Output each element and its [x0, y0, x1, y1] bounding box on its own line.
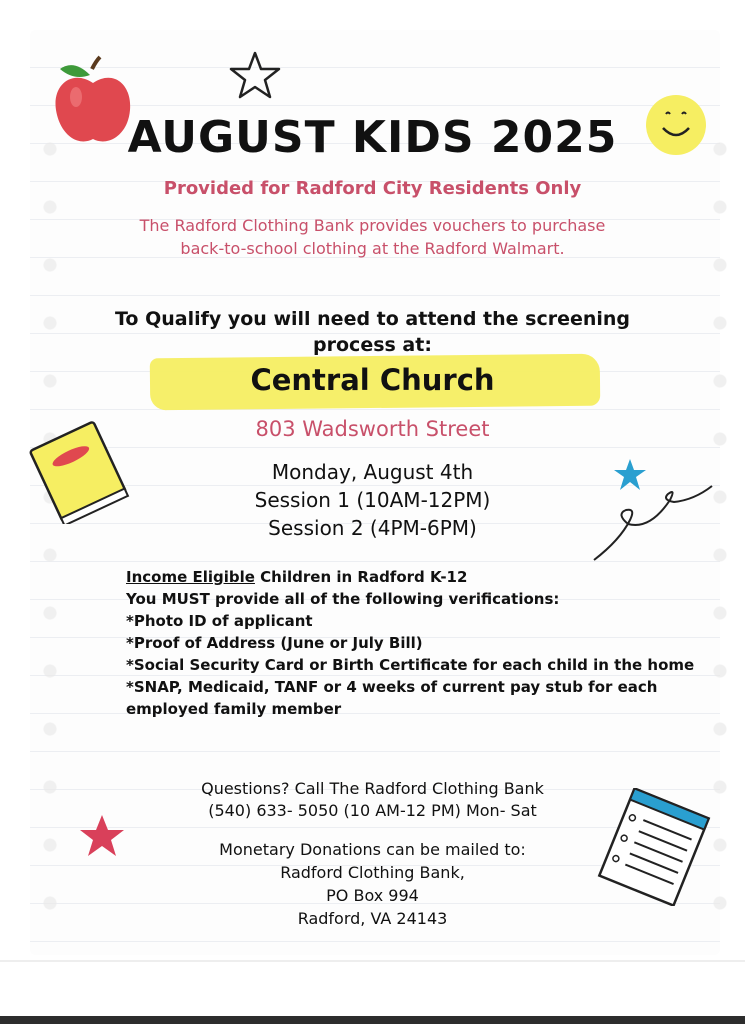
- flyer-title: AUGUST KIDS 2025: [127, 112, 618, 163]
- star-outline-icon: [228, 50, 282, 100]
- eligibility-text: Children in Radford K-12: [254, 568, 468, 586]
- scan-edge: [0, 1016, 745, 1024]
- residents-notice: Provided for Radford City Residents Only: [163, 178, 582, 199]
- description-line: The Radford Clothing Bank provides vouchers to purchase: [139, 216, 606, 235]
- requirements-intro: You MUST provide all of the following verifications:: [126, 590, 560, 608]
- requirements: [126, 566, 696, 720]
- donation-heading: Monetary Donations can be mailed to:: [219, 840, 526, 859]
- requirement-item: *Photo ID of applicant: [126, 612, 313, 630]
- description-line: back-to-school clothing at the Radford Walmart.: [180, 239, 565, 258]
- donation-address-line: PO Box 994: [326, 886, 419, 905]
- schedule: [0, 458, 745, 542]
- requirement-item: *Proof of Address (June or July Bill): [126, 634, 423, 652]
- eligibility-label: Income Eligible: [126, 568, 255, 586]
- donation-address-line: Radford, VA 24143: [297, 909, 448, 928]
- requirement-item: *Social Security Card or Birth Certificate for each child in the home: [126, 656, 695, 674]
- qualify-line: process at:: [313, 334, 432, 356]
- contact-line: Questions? Call The Radford Clothing Bank: [201, 779, 544, 798]
- contact-info: [0, 778, 745, 822]
- requirement-item: *SNAP, Medicaid, TANF or 4 weeks of current pay stub for each employed family member: [126, 678, 658, 718]
- schedule-session: Session 2 (4PM-6PM): [268, 516, 477, 540]
- donation-address-line: Radford Clothing Bank,: [280, 863, 465, 882]
- fold-line: [0, 960, 745, 962]
- eligibility-line: [126, 566, 696, 588]
- donation-info: [0, 838, 745, 930]
- qualify-line: To Qualify you will need to attend the screening: [114, 308, 631, 330]
- location-address: 803 Wadsworth Street: [255, 417, 490, 441]
- schedule-session: Session 1 (10AM-12PM): [254, 488, 491, 512]
- location-name: Central Church: [250, 363, 495, 397]
- program-description: [0, 214, 745, 260]
- schedule-date: Monday, August 4th: [271, 460, 474, 484]
- contact-phone: (540) 633- 5050 (10 AM-12 PM) Mon- Sat: [208, 801, 537, 820]
- qualify-instructions: [0, 306, 745, 358]
